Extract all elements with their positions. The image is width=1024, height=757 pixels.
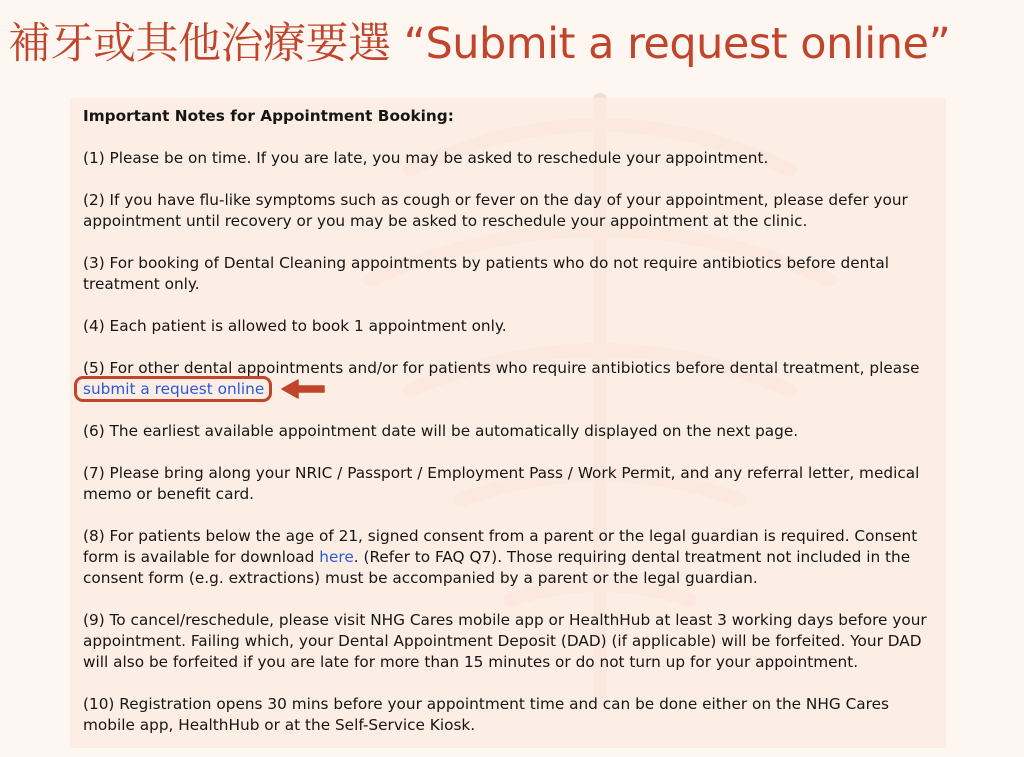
submit-request-online-link[interactable]: submit a request online — [83, 380, 265, 398]
note-5-text: (5) For other dental appointments and/or for patients who require antibiotics before dental treatment, please — [83, 359, 920, 377]
note-1: (1) Please be on time. If you are late, you may be asked to reschedule your appointment. — [83, 149, 769, 167]
note-4: (4) Each patient is allowed to book 1 appointment only. — [83, 317, 507, 335]
note-9: (9) To cancel/reschedule, please visit NHG Cares mobile app or HealthHub at least 3 working days before your appointment. Failing which, your Dental Appointment Deposit (DAD) (if applicable) will be forfeited. Your DAD will also be forfeited if you are late for more than 15 minutes or do not turn up for your appointment. — [83, 611, 927, 671]
notes-title: Important Notes for Appointment Booking: — [83, 107, 454, 125]
note-6: (6) The earliest available appointment date will be automatically displayed on the next page. — [83, 422, 799, 440]
notes-panel — [70, 98, 946, 748]
left-arrow-icon — [280, 378, 326, 400]
note-8-text: (8) For patients below the age of 21, signed consent from a parent or the legal guardian is required. Consent form is available for download — [83, 527, 918, 566]
notes-content — [83, 106, 939, 757]
note-3: (3) For booking of Dental Cleaning appointments by patients who do not require antibiotics before dental treatment only. — [83, 254, 889, 293]
note-8 — [83, 526, 939, 589]
note-7: (7) Please bring along your NRIC / Passport / Employment Pass / Work Permit, and any referral letter, medical memo or benefit card. — [83, 464, 920, 503]
note-2: (2) If you have flu-like symptoms such as cough or fever on the day of your appointment, please defer your appointment until recovery or you may be asked to reschedule your appointment at the clinic. — [83, 191, 908, 230]
consent-form-download-link[interactable]: here — [319, 548, 354, 566]
note-5 — [83, 358, 939, 400]
page-headline: 補牙或其他治療要選 “Submit a request online” — [8, 19, 951, 69]
note-10: (10) Registration opens 30 mins before your appointment time and can be done either on the NHG Cares mobile app, HealthHub or at the Self-Service Kiosk. — [83, 695, 889, 734]
note-8-text-after: . (Refer to FAQ Q7). Those requiring dental treatment not included in the consent form (e.g. extractions) must be accompanied by a parent or the legal guardian. — [83, 548, 911, 587]
